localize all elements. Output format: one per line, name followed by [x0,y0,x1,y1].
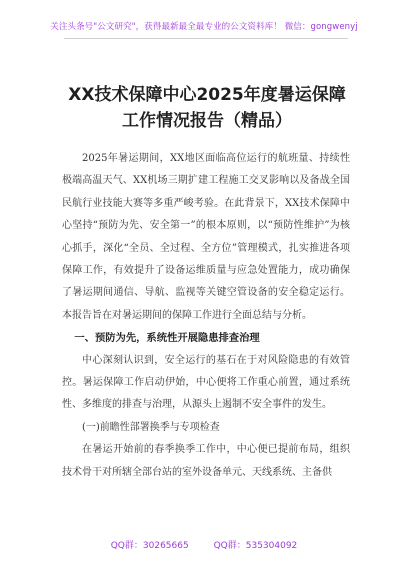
section-heading-1: 一、预防为先，系统性开展隐患排查治理 [74,332,260,345]
header-divider [64,38,348,39]
intro-paragraph: 2025年暑运期间，XX地区面临高位运行的航班量、持续性极端高温天气、XX机场三期扩建工程施工交叉影响以及备战全国民航行业技能大赛等多重严峻考验。在此背景下，XX技术保障中心坚持“预防为先、安全第一”的根本原则，以“预防性维护”为核心抓手，深化“全员、全过程、全方位”管理模式，扎实推进各项保障工作，有效提升了设备运维质量与应急处置能力，成功确保了暑运期间通信、导航、监视等关键空管设备的安全稳定运行。本报告旨在对暑运期间的保障工作进行全面总结与分析。 [62,153,350,321]
document-title: XX技术保障中心2025年度暑运保障工作情况报告（精品） [68,85,346,131]
subsection-paragraph-1: 在暑运开始前的春季换季工作中，中心便已提前布局，组织技术骨干对所辖全部台站的室外设备单元、天线系统、主备供 [62,444,350,478]
document-body [62,148,350,484]
section-paragraph-1: 中心深刻认识到，安全运行的基石在于对风险隐患的有效管控。暑运保障工作启动伊始，中心便将工作重心前置，通过系统性、多维度的排查与治理，从源头上遏制不安全事件的发生。 [62,354,350,411]
footer [0,538,408,551]
footer-qq-group-2: QQ群：535304092 [213,541,298,551]
subsection-heading-1: (一)前瞻性部署换季与专项检查 [82,421,220,433]
footer-qq-group-1: QQ群：30265665 [110,541,189,551]
header-banner: 关注头条号"公文研究"，获得最新最全最专业的公文资料库！ 微信：gongwenyj [50,22,358,32]
